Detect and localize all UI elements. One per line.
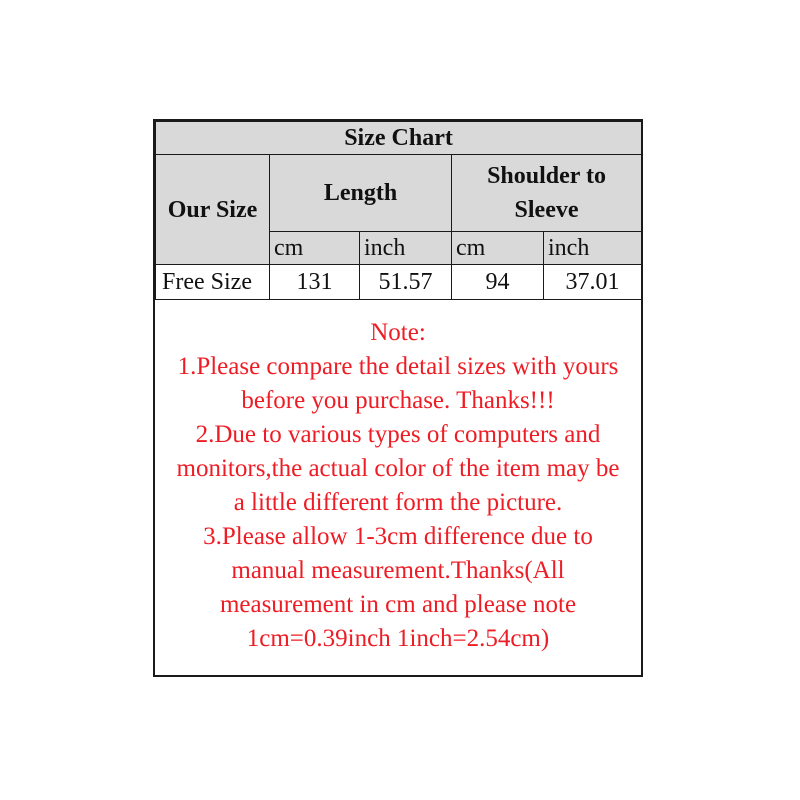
note-line: Note: <box>370 319 426 346</box>
note-line: 2.Due to various types of computers and <box>195 421 601 448</box>
note-line: 1.Please compare the detail sizes with yours <box>177 353 619 380</box>
table-row <box>156 265 642 300</box>
notes-block <box>155 306 641 656</box>
length-header <box>270 155 452 232</box>
length-inch-unit: inch <box>360 232 452 265</box>
note-line: 3.Please allow 1-3cm difference due to <box>203 523 593 550</box>
size-name-cell: Free Size <box>156 265 270 300</box>
size-chart <box>153 119 643 677</box>
length-cm-unit: cm <box>270 232 360 265</box>
note-line: manual measurement.Thanks(All <box>231 557 565 584</box>
note-line: measurement in cm and please note <box>219 591 577 618</box>
note-line: 1cm=0.39inch 1inch=2.54cm) <box>246 625 550 652</box>
shoulder-header-line-1: Shoulder to <box>487 163 606 189</box>
note-line: before you purchase. Thanks!!! <box>241 387 555 414</box>
size-table <box>155 121 642 300</box>
shoulder-inch-unit: inch <box>544 232 642 265</box>
shoulder-to-sleeve-header <box>452 155 642 232</box>
note-line: a little different form the picture. <box>233 489 563 516</box>
shoulder-header-line-2: Sleeve <box>514 197 579 223</box>
shoulder-cm-unit: cm <box>452 232 544 265</box>
length-header-line: Length <box>323 180 398 206</box>
our-size-header: Our Size <box>156 155 270 265</box>
length-cm-cell: 131 <box>270 265 360 300</box>
shoulder-inch-cell: 37.01 <box>544 265 642 300</box>
table-title: Size Chart <box>156 122 642 155</box>
shoulder-cm-cell: 94 <box>452 265 544 300</box>
length-inch-cell: 51.57 <box>360 265 452 300</box>
note-line: monitors,the actual color of the item may be <box>176 455 620 482</box>
